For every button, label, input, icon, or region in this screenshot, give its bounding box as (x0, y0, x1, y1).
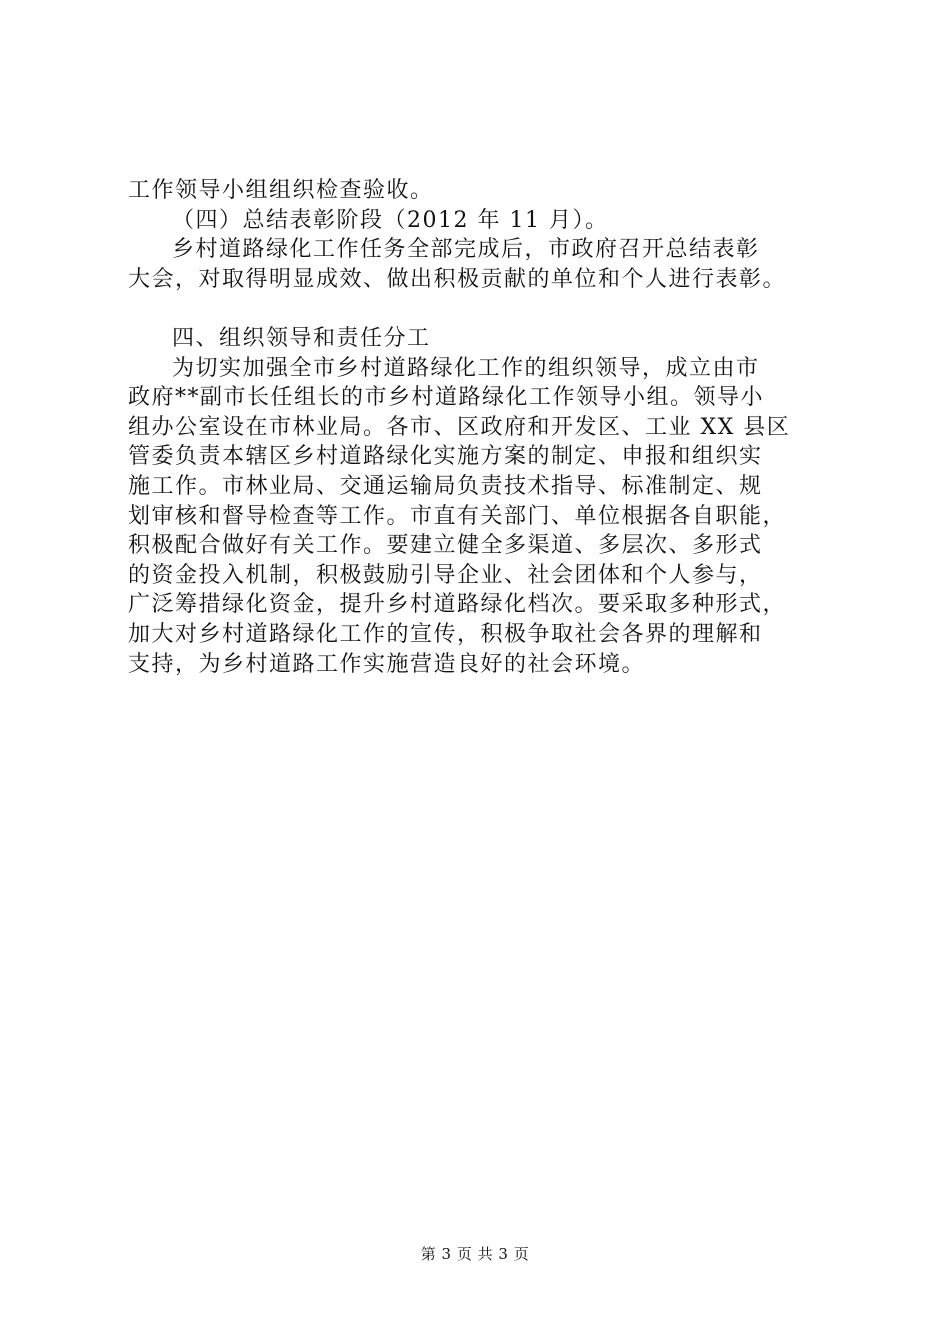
text-line: 积极配合做好有关工作。要建立健全多渠道、多层次、多形式 (128, 533, 763, 559)
section-heading-summary-stage: （四）总结表彰阶段（2012 年 11 月）。 (172, 207, 609, 233)
text-line: 政府**副市长任组长的市乡村道路绿化工作领导小组。领导小 (128, 385, 765, 411)
text-line: 的资金投入机制，积极鼓励引导企业、社会团体和个人参与， (128, 562, 763, 588)
text-line: 乡村道路绿化工作任务全部完成后，市政府召开总结表彰 (172, 237, 760, 263)
text-line: 组办公室设在市林业局。各市、区政府和开发区、工业 XX 县区 (128, 414, 791, 440)
text-line: 施工作。市林业局、交通运输局负责技术指导、标准制定、规 (128, 473, 763, 499)
document-body (128, 176, 848, 679)
text-line: 管委负责本辖区乡村道路绿化实施方案的制定、申报和组织实 (128, 444, 763, 470)
page-number-footer: 第 3 页 共 3 页 (420, 1245, 530, 1263)
paragraph-gap (128, 294, 848, 324)
section-heading-organization: 四、组织领导和责任分工 (172, 325, 431, 351)
text-line: 加大对乡村道路绿化工作的宣传，积极争取社会各界的理解和 (128, 621, 763, 647)
text-line: 广泛筹措绿化资金，提升乡村道路绿化档次。要采取多种形式， (128, 592, 787, 618)
text-line: 支持，为乡村道路工作实施营造良好的社会环境。 (128, 651, 646, 677)
text-line: 大会，对取得明显成效、做出积极贡献的单位和个人进行表彰。 (128, 266, 787, 292)
text-line: 工作领导小组组织检查验收。 (128, 178, 434, 203)
text-line: 为切实加强全市乡村道路绿化工作的组织领导，成立由市 (172, 355, 760, 381)
text-line: 划审核和督导检查等工作。市直有关部门、单位根据各自职能， (128, 503, 787, 529)
